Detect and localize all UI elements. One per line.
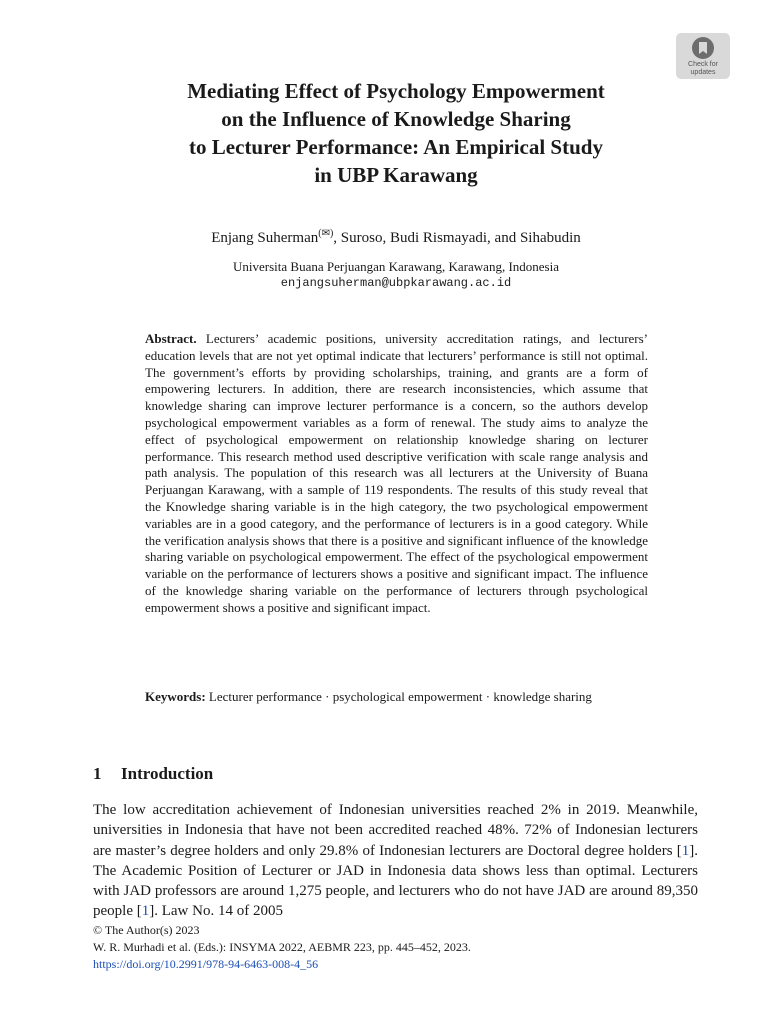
check-for-updates-badge[interactable] [676,33,730,79]
intro-text: The low accreditation achievement of Indonesian universities reached 2% in 2019. Meanwhile, universities in Indonesia that have not been accredited reached 48%. 72% of Indonesian lecturers are master’s degree holders and only 29.8% of Indonesian lecturers are Doctoral degree holders [ [93,802,698,859]
corresponding-author: Enjang Suherman [211,230,319,246]
envelope-icon[interactable]: (✉) [318,228,334,239]
paper-title [100,77,692,189]
citation-link[interactable]: 1 [681,842,690,859]
badge-line-2: updates [690,69,716,76]
badge-line-1: Check for [688,61,718,68]
author-list [80,224,712,248]
footer [93,922,471,973]
intro-text: ]. The Academic Position of Lecturer or JAD in Indonesia data shows less than optimal. Lecturers with JAD professors are around 1,275 people, and lecturers who do not have JAD are around 89,350 people [ [93,842,698,920]
co-authors: , Suroso, Budi Rismayadi, and Sihabudin [333,230,581,246]
section-title: Introduction [121,764,214,783]
keywords-label: Keywords: [145,689,206,704]
title-line: on the Influence of Knowledge Sharing [221,107,571,131]
title-line: to Lecturer Performance: An Empirical Study [189,135,603,159]
copyright: © The Author(s) 2023 [93,923,200,937]
section-number: 1 [93,764,102,783]
abstract-text: Lecturers’ academic positions, university accreditation ratings, and lecturers’ education levels that are not yet optimal indicate that lecturers’ performance is still not optimal. The government’s efforts by providing scholarships, training, and grants are a form of empowering lecturers. In addition, there are research inconsistencies, which assume that knowledge sharing can improve lecturer performance is a concern, so the authors develop psychological empowerment variables as a form of renewal. The study aims to analyze the effect of psychological empowerment on relationship knowledge sharing on lecturer performance. This research method used descriptive verification with scale range analysis and path analysis. The population of this research was all lecturers at the University of Buana Perjuangan Karawang, with a sample of 119 respondents. The results of this study reveal that the Knowledge sharing variable is in the high category, the two psychological empowerment variables are in a good category, and the performance of lecturers is in a good category. While the verification analysis shows that there is a positive and significant influence of the knowledge sharing variable on psychological empowerment. The effect of the psychological empowerment variable on the performance of lecturers shows a positive and significant impact. The influence of the knowledge sharing variable on the performance of lecturers through psychological empowerment shows a positive and significant impact. [145,331,649,615]
affiliation: Universita Buana Perjuangan Karawang, Karawang, Indonesia [233,259,559,274]
bookmark-icon [691,36,715,60]
abstract [145,331,648,617]
title-line: Mediating Effect of Psychology Empowerment [187,79,605,103]
citation-info: W. R. Murhadi et al. (Eds.): INSYMA 2022, AEBMR 223, pp. 445–452, 2023. [93,940,471,954]
section-heading [93,763,213,785]
intro-text: ]. Law No. 14 of 2005 [149,903,283,920]
doi-link[interactable]: https://doi.org/10.2991/978-94-6463-008-4_56 [93,957,319,971]
keywords-text: Lecturer performance · psychological empowerment · knowledge sharing [208,689,592,704]
abstract-label: Abstract. [145,331,197,346]
intro-paragraph [93,800,698,922]
keywords [145,688,648,705]
citation-link[interactable]: 1 [141,903,150,920]
title-line: in UBP Karawang [314,163,478,187]
author-email[interactable]: enjangsuherman@ubpkarawang.ac.id [280,276,512,290]
